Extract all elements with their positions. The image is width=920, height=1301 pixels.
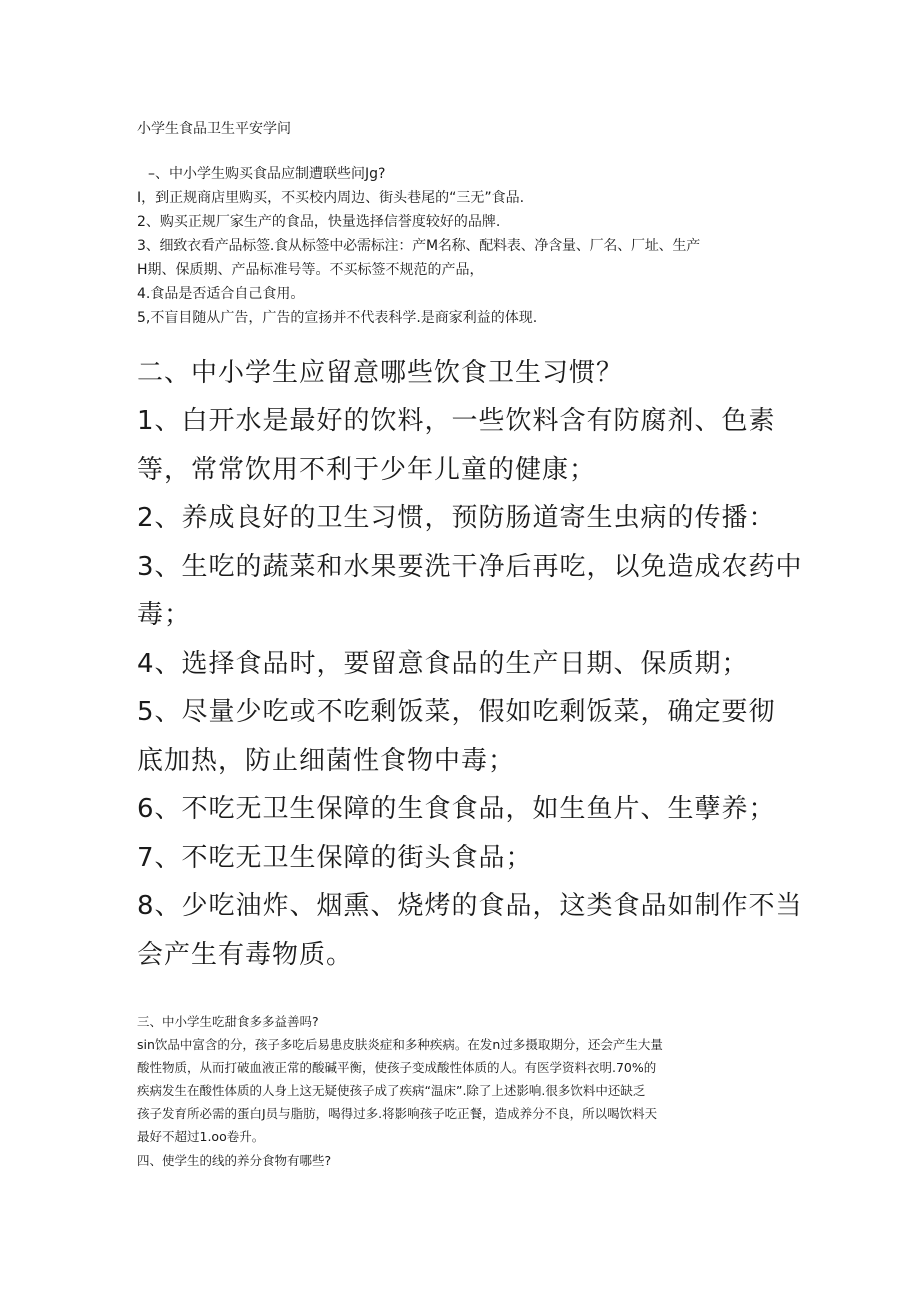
section3-line: 孩子发育所必需的蛋白J员与脂肪，喝得过多.将影响孩子吃正餐，造成养分不良，所以喝饮料天 [137,1106,658,1121]
section3-heading: 三、中小学生吃甜食多多益善吗? [137,1014,319,1029]
section1-item: 4.食品是否适合自己食用。 [137,286,305,302]
section2-line: 等，常常饮用不利于少年儿童的健康； [137,455,597,485]
section1-heading: –、中小学生购买食品应制遭联些问Jg? [148,166,386,182]
section2-line: 1、白开水是最好的饮料，一些饮料含有防腐剂、色素 [137,406,776,436]
section1-item: 5,不盲目随从广告，广告的宣扬并不代表科学.是商家利益的体现. [137,310,538,326]
section2-line: 3、生吃的蔬菜和水果要洗干净后再吃，以免造成农药中 [137,552,803,582]
section2-line: 6、不吃无卫生保障的生食食品，如生鱼片、生孽养； [137,794,776,824]
section1-item: 2、购买正规厂家生产的食品，快量选择信誉度较好的品牌. [137,214,501,230]
section3-line: 最好不超过1.oo卷升。 [137,1129,265,1144]
section2-line: 4、选择食品时，要留意食品的生产日期、保质期； [137,649,749,679]
section2-line: 2、养成良好的卫生习惯，预防肠道寄生虫病的传播： [137,503,776,533]
section2-line: 7、不吃无卫生保障的街头食品； [137,843,533,873]
document-title: 小学生食品卫生平安学问 [137,121,291,137]
section2-line: 毒； [137,600,192,630]
section2-line: 底加热，防止细菌性食物中毒； [137,746,516,776]
section3-line: sin饮品中富含的分，孩子多吃后易患皮肤炎症和多种疾病。在发n过多摄取期分，还会产生大量 [137,1037,663,1052]
section1-item: H期、保质期、产品标准号等。不买标签不规范的产品， [137,262,484,278]
section4-heading: 四、使学生的线的养分食物有哪些? [137,1153,332,1168]
section1-item: I，到正规商店里购买，不买校内周边、街头巷尾的“三无”食品. [137,190,525,206]
section2-line: 5、尽量少吃或不吃剩饭菜，假如吃剩饭菜，确定要彻 [137,697,776,727]
section1-item: 3、细致衣看产品标签.食从标签中必需标注：产M名称、配料表、净含量、厂名、厂址、生产 [137,238,701,254]
section2-line: 会产生有毒物质。 [137,940,354,970]
section2-heading: 二、中小学生应留意哪些饮食卫生习惯？ [137,358,624,388]
section2-line: 8、少吃油炸、烟熏、烧烤的食品，这类食品如制作不当 [137,891,803,921]
section3-line: 酸性物质，从而打破血液正常的酸碱平衡，使孩子变成酸性体质的人。有医学资料衣明.70%的 [137,1060,657,1075]
section3-line: 疾病发生在酸性体质的人身上这无疑使孩子成了疾病“温床”.除了上述影响.很多饮料中还缺乏 [137,1083,646,1098]
